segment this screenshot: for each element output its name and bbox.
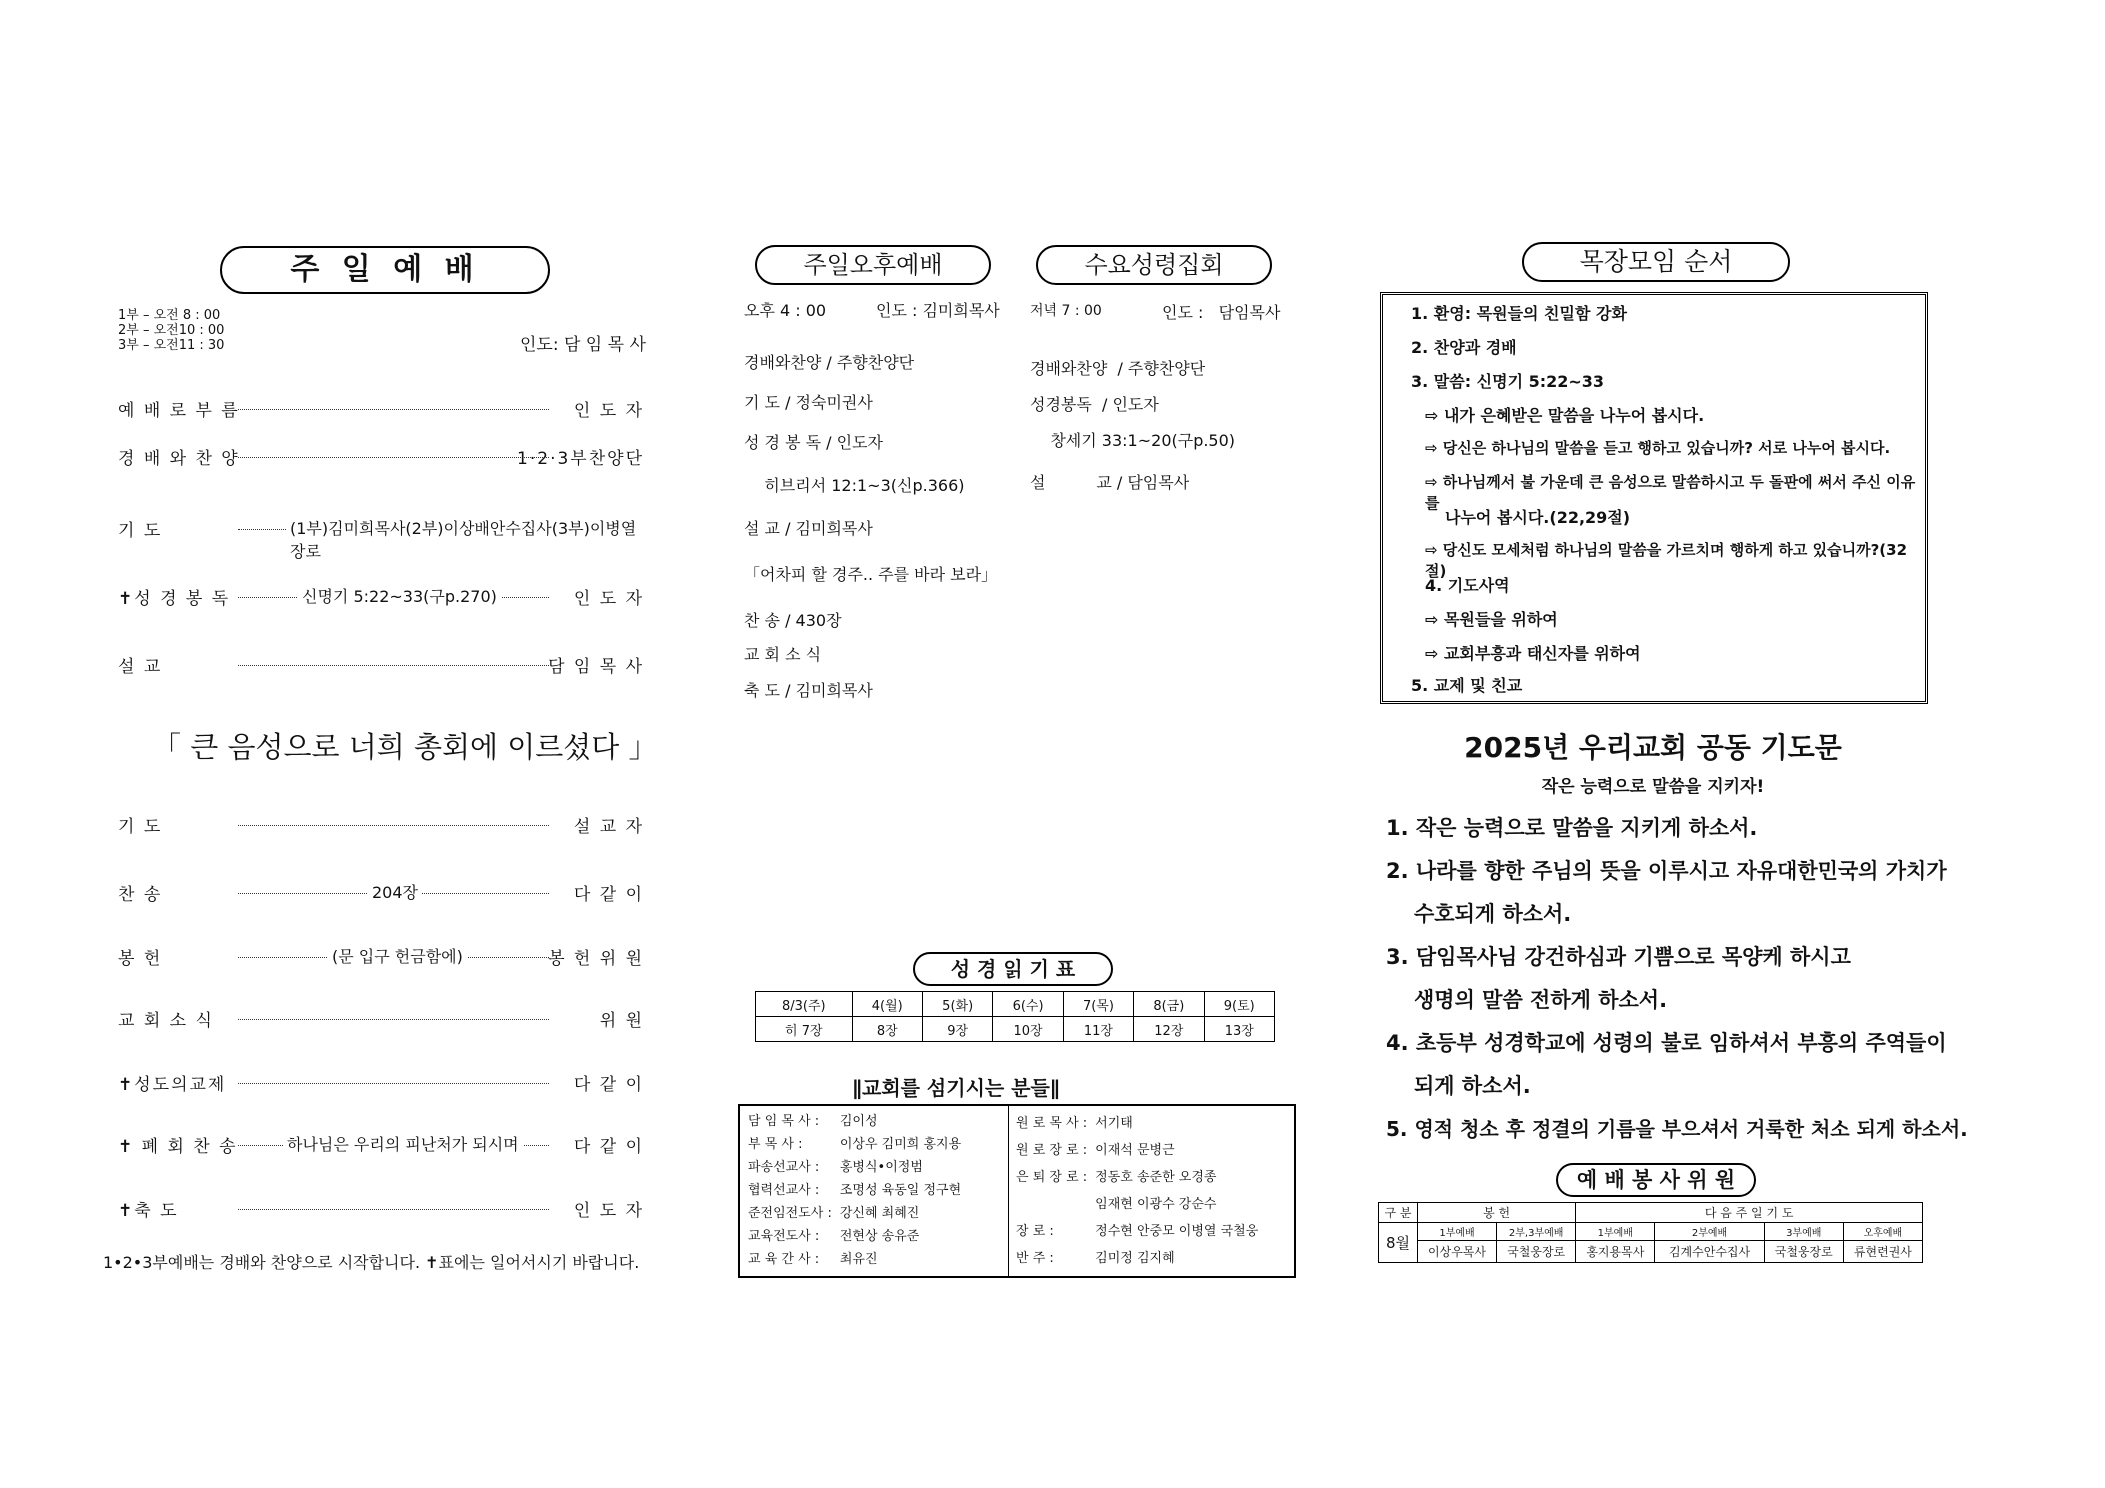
table-cell: 이상우목사 <box>1417 1241 1496 1263</box>
table-cell: 다 음 주 일 기 도 <box>1576 1203 1923 1223</box>
cell-line: ⇨ 내가 은혜받은 말씀을 나누어 봅시다. <box>1425 406 1705 425</box>
order-label: 예 배 로 부 름 <box>118 401 240 421</box>
table-row <box>756 992 1275 1017</box>
staff-names: 김미정 김지혜 <box>1095 1251 1175 1266</box>
staff-names: 정수현 안중모 이병열 국철웅 <box>1095 1224 1259 1239</box>
prayer-line: 2. 나라를 향한 주님의 뜻을 이루시고 자유대한민국의 가치가 <box>1386 859 1947 883</box>
order-right: 1·2·3부찬양단 <box>517 449 644 469</box>
cell-line: ⇨ 교회부흥과 태신자를 위하여 <box>1425 644 1641 663</box>
cell-line: ⇨ 당신은 하나님의 말씀을 듣고 행하고 있습니까? 서로 나누어 봅시다. <box>1425 439 1891 457</box>
afternoon-item: 축 도 / 김미희목사 <box>744 681 873 700</box>
order-label: ✝축 도 <box>118 1201 179 1221</box>
staff-names: 임재현 이광수 강순수 <box>1095 1197 1217 1212</box>
prayer-line: 5. 영적 청소 후 정결의 기름을 부으셔서 거룩한 처소 되게 하소서. <box>1386 1117 1968 1141</box>
staff-right-table <box>1012 1108 1262 1270</box>
leader-dots <box>238 1083 549 1084</box>
service-team-table <box>1378 1202 1923 1263</box>
staff-names: 서기태 <box>1095 1116 1133 1131</box>
staff-divider <box>1008 1106 1009 1276</box>
staff-names: 이상우 김미희 홍지용 <box>839 1137 962 1152</box>
table-row <box>744 1154 965 1177</box>
sunday-times <box>118 308 224 353</box>
sunday-time-3: 3부 – 오전11 : 30 <box>118 338 225 353</box>
afternoon-item: 교 회 소 식 <box>744 645 822 664</box>
table-row <box>744 1246 965 1269</box>
prayer-line: 1. 작은 능력으로 말씀을 지키게 하소서. <box>1386 816 1758 840</box>
afternoon-title: 주일오후예배 <box>755 245 991 285</box>
table-cell: 8월 <box>1379 1223 1418 1263</box>
table-row <box>1012 1216 1262 1243</box>
staff-role: 파송선교사 : <box>748 1160 820 1175</box>
staff-names: 최유진 <box>839 1252 878 1267</box>
staff-names: 강신혜 최혜진 <box>839 1206 920 1221</box>
leader-dots <box>238 825 549 826</box>
table-row <box>744 1108 965 1131</box>
staff-names: 김이성 <box>839 1114 878 1129</box>
prayer-line: 4. 초등부 성경학교에 성령의 불로 임하셔서 부흥의 주역들이 <box>1386 1031 1947 1055</box>
staff-role: 담 임 목 사 : <box>748 1114 820 1129</box>
staff-left-table <box>744 1108 965 1269</box>
table-cell: 8장 <box>852 1017 922 1042</box>
cell-line: 5. 교제 및 친교 <box>1411 676 1523 695</box>
table-row <box>1012 1189 1262 1216</box>
table-cell: 12장 <box>1134 1017 1204 1042</box>
table-cell: 봉 헌 <box>1417 1203 1575 1223</box>
order-right: 담 임 목 사 <box>548 657 644 677</box>
sunday-time-1: 1부 – 오전 8 : 00 <box>118 308 221 323</box>
table-cell: 9(토) <box>1204 992 1274 1017</box>
staff-role: 교육전도사 : <box>748 1229 820 1244</box>
order-label: 설 교 <box>118 657 163 677</box>
order-row <box>118 1132 644 1156</box>
order-label: 봉 헌 <box>118 949 163 969</box>
leader-dots <box>238 409 549 410</box>
staff-role: 은 퇴 장 로 : <box>1016 1170 1088 1185</box>
staff-title: ∥교회를 섬기시는 분들∥ <box>852 1076 1060 1100</box>
service-team-title: 예 배 봉 사 위 원 <box>1556 1163 1756 1197</box>
table-row <box>1379 1203 1923 1223</box>
prayer-title: 2025년 우리교회 공동 기도문 <box>1464 731 1842 764</box>
order-row <box>118 444 644 468</box>
sunday-note: 1•2•3부예배는 경배와 찬양으로 시작합니다. ✝표에는 일어서시기 바랍니다. <box>103 1253 640 1272</box>
afternoon-leader: 인도 : 김미희목사 <box>876 301 1000 320</box>
wednesday-time: 저녁 7 : 00 <box>1030 303 1102 319</box>
staff-role: 반 주 : <box>1016 1251 1054 1266</box>
table-cell: 9장 <box>922 1017 992 1042</box>
bible-reading-table <box>755 991 1275 1042</box>
wednesday-item: 설 교 / 담임목사 <box>1030 473 1190 492</box>
order-right: 다 같 이 <box>573 1075 644 1095</box>
wednesday-title: 수요성령집회 <box>1036 245 1272 285</box>
table-row <box>1012 1162 1262 1189</box>
order-right: 봉 헌 위 원 <box>548 949 644 969</box>
wednesday-leader: 인도 : 담임목사 <box>1162 303 1281 322</box>
table-cell: 11장 <box>1063 1017 1133 1042</box>
staff-role: 원 로 장 로 : <box>1016 1143 1088 1158</box>
cell-line: 나누어 봅시다.(22,29절) <box>1445 508 1631 527</box>
leader-dots <box>238 1209 549 1210</box>
prayer-line: 생명의 말씀 전하게 하소서. <box>1414 988 1668 1012</box>
cell-line: 1. 환영: 목원들의 친밀함 강화 <box>1411 304 1627 323</box>
order-row <box>118 944 644 968</box>
order-middle: (문 입구 헌금함에) <box>328 944 467 967</box>
table-cell: 구 분 <box>1379 1203 1418 1223</box>
prayer-line: 되게 하소서. <box>1414 1074 1531 1098</box>
cell-line: ⇨ 하나님께서 불 가운데 큰 음성으로 말씀하시고 두 돌판에 써서 주신 이유를 <box>1425 473 1916 512</box>
staff-role: 협력선교사 : <box>748 1183 820 1198</box>
prayer-subtitle: 작은 능력으로 말씀을 지키자! <box>1541 777 1765 797</box>
table-row <box>1379 1241 1923 1263</box>
leader-dots <box>238 1019 549 1020</box>
table-cell: 류현련권사 <box>1843 1241 1922 1263</box>
table-cell: 7(목) <box>1063 992 1133 1017</box>
cell-meeting-title: 목장모임 순서 <box>1522 242 1790 282</box>
cell-line: ⇨ 당신도 모세처럼 하나님의 말씀을 가르치며 행하게 하고 있습니까?(32절) <box>1425 541 1908 580</box>
staff-role: 부 목 사 : <box>748 1137 803 1152</box>
afternoon-item: 히브리서 12:1~3(신p.366) <box>744 476 965 495</box>
order-label: ✝ 폐 회 찬 송 <box>118 1137 238 1157</box>
staff-role: 원 로 목 사 : <box>1016 1116 1088 1131</box>
staff-names: 홍병식•이정범 <box>839 1160 923 1175</box>
order-label: 기 도 <box>118 521 163 541</box>
staff-names: 정동호 송준한 오경종 <box>1095 1170 1217 1185</box>
leader-dots <box>238 457 549 458</box>
table-cell: 3부예배 <box>1764 1223 1843 1241</box>
order-label: 찬 송 <box>118 885 163 905</box>
order-right: 인 도 자 <box>573 589 644 609</box>
afternoon-item: 기 도 / 정숙미권사 <box>744 393 873 412</box>
staff-role: 교 육 간 사 : <box>748 1252 820 1267</box>
cell-line: 2. 찬양과 경배 <box>1411 338 1517 357</box>
order-row <box>118 1006 644 1030</box>
order-right: 설 교 자 <box>573 817 644 837</box>
table-cell: 김계수안수집사 <box>1655 1241 1764 1263</box>
order-row <box>118 516 644 561</box>
afternoon-item: 경배와찬양 / 주향찬양단 <box>744 353 915 372</box>
table-row <box>744 1200 965 1223</box>
table-cell: 5(화) <box>922 992 992 1017</box>
table-cell: 국철웅장로 <box>1764 1241 1843 1263</box>
cell-line: 3. 말씀: 신명기 5:22~33 <box>1411 372 1605 391</box>
order-right: 인 도 자 <box>573 1201 644 1221</box>
afternoon-item: 설 교 / 김미희목사 <box>744 519 873 538</box>
order-row <box>118 1070 644 1094</box>
order-row <box>118 584 644 608</box>
table-cell: 13장 <box>1204 1017 1274 1042</box>
order-right: 다 같 이 <box>573 1137 644 1157</box>
table-row <box>744 1177 965 1200</box>
order-middle: (1부)김미희목사(2부)이상배안수집사(3부)이병열장로 <box>286 516 644 562</box>
order-middle: 하나님은 우리의 피난처가 되시며 <box>283 1132 523 1155</box>
afternoon-item: 성 경 봉 독 / 인도자 <box>744 433 884 452</box>
table-row <box>744 1223 965 1246</box>
table-row <box>744 1131 965 1154</box>
sunday-time-2: 2부 – 오전10 : 00 <box>118 323 225 338</box>
table-cell: 2부,3부예배 <box>1497 1223 1576 1241</box>
order-row <box>118 652 644 676</box>
order-label: 기 도 <box>118 817 163 837</box>
cell-line: ⇨ 목원들을 위하여 <box>1425 610 1558 629</box>
order-right: 위 원 <box>599 1011 644 1031</box>
table-cell: 10장 <box>993 1017 1063 1042</box>
cell-line: 4. 기도사역 <box>1425 576 1510 595</box>
table-cell: 홍지용목사 <box>1576 1241 1655 1263</box>
staff-names: 조명성 육동일 정구현 <box>839 1183 962 1198</box>
staff-role: 장 로 : <box>1016 1224 1054 1239</box>
staff-role: 준전임전도사 : <box>748 1206 832 1221</box>
table-cell: 8(금) <box>1134 992 1204 1017</box>
order-label: 경 배 와 찬 양 <box>118 449 240 469</box>
table-cell: 1부예배 <box>1576 1223 1655 1241</box>
staff-role <box>1012 1189 1091 1216</box>
table-cell: 6(수) <box>993 992 1063 1017</box>
wednesday-item: 경배와찬양 / 주향찬양단 <box>1030 359 1206 378</box>
wednesday-item: 창세기 33:1~20(구p.50) <box>1030 431 1236 450</box>
table-row <box>1012 1108 1262 1135</box>
afternoon-item: 찬 송 / 430장 <box>744 611 842 630</box>
order-row <box>118 396 644 420</box>
prayer-line: 3. 담임목사님 강건하심과 기쁨으로 목양케 하시고 <box>1386 945 1851 969</box>
table-cell: 4(월) <box>852 992 922 1017</box>
order-right: 다 같 이 <box>573 885 644 905</box>
order-label: ✝성 경 봉 독 <box>118 589 231 609</box>
order-middle: 204장 <box>368 880 422 903</box>
prayer-line: 수호되게 하소서. <box>1414 902 1572 926</box>
table-row <box>1012 1135 1262 1162</box>
sunday-title: 주 일 예 배 <box>220 246 550 294</box>
table-cell: 2부예배 <box>1655 1223 1764 1241</box>
afternoon-time: 오후 4 : 00 <box>744 301 827 320</box>
table-cell: 국철웅장로 <box>1497 1241 1576 1263</box>
order-middle: 신명기 5:22~33(구p.270) <box>298 584 501 607</box>
leader-dots <box>238 665 549 666</box>
table-row <box>756 1017 1275 1042</box>
table-cell: 오후예배 <box>1843 1223 1922 1241</box>
order-row <box>118 880 644 904</box>
order-label: ✝성도의교제 <box>118 1075 227 1095</box>
afternoon-item: 「어차피 할 경주.. 주를 바라 보라」 <box>744 565 998 584</box>
staff-names: 이재석 문병근 <box>1095 1143 1175 1158</box>
table-cell: 1부예배 <box>1417 1223 1496 1241</box>
table-cell: 히 7장 <box>756 1017 853 1042</box>
table-row <box>1379 1223 1923 1241</box>
sunday-leader: 인도: 담 임 목 사 <box>520 335 646 355</box>
order-row <box>118 812 644 836</box>
table-cell: 8/3(주) <box>756 992 853 1017</box>
table-row <box>1012 1243 1262 1270</box>
staff-names: 전현상 송유준 <box>839 1229 920 1244</box>
bible-reading-title: 성 경 읽 기 표 <box>913 952 1113 986</box>
order-right: 인 도 자 <box>573 401 644 421</box>
order-row <box>118 1196 644 1220</box>
sermon-title: 「 큰 음성으로 너희 총회에 이르셨다 」 <box>152 730 658 764</box>
cell-meeting-box <box>1380 292 1928 704</box>
staff-box <box>738 1104 1296 1278</box>
wednesday-item: 성경봉독 / 인도자 <box>1030 395 1159 414</box>
order-label: 교 회 소 식 <box>118 1011 214 1031</box>
